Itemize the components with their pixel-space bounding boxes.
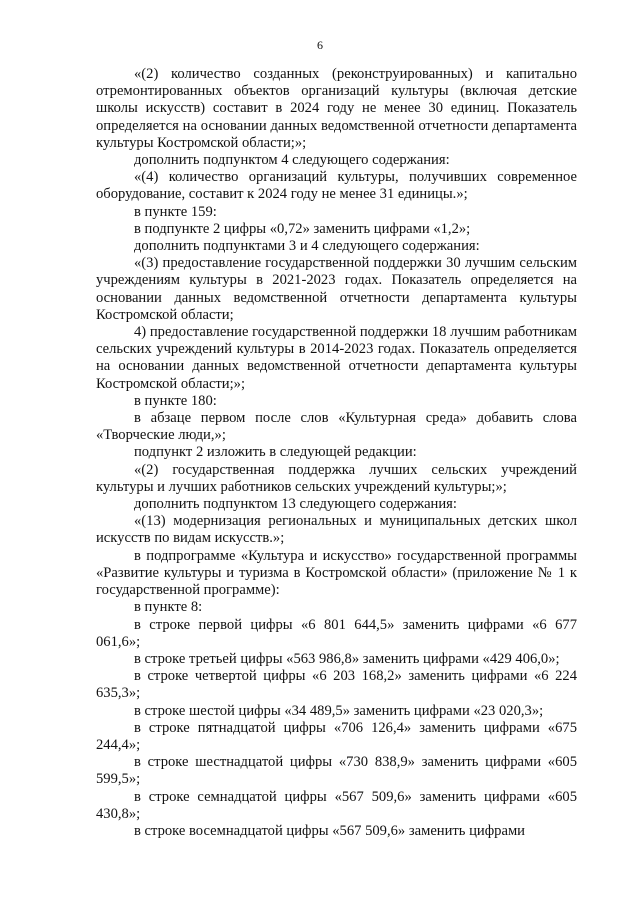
paragraph: в строке восемнадцатой цифры «567 509,6» заменить цифрами	[134, 822, 525, 839]
paragraph: в строке пятнадцатой цифры «706 126,4» заменить цифрами «675 244,4»;	[96, 719, 577, 753]
paragraph: в пункте 159:	[134, 203, 217, 220]
paragraph: подпункт 2 изложить в следующей редакции:	[134, 444, 417, 461]
paragraph: «(4) количество организаций культуры, получивших современное оборудование, составит к 2024 году не менее 31 единицы.»;	[96, 169, 577, 203]
paragraph: в пункте 8:	[134, 599, 203, 616]
document-body	[96, 66, 577, 840]
paragraph: в подпункте 2 цифры «0,72» заменить цифрами «1,2»;	[134, 220, 471, 237]
page-number: 6	[317, 38, 323, 52]
paragraph: дополнить подпунктами 3 и 4 следующего содержания:	[134, 238, 480, 255]
paragraph: «(13) модернизация региональных и муниципальных детских школ искусств по видам искусств.»;	[96, 513, 577, 547]
paragraph: в абзаце первом после слов «Культурная среда» добавить слова «Творческие люди,»;	[96, 410, 577, 444]
paragraph: в строке шестой цифры «34 489,5» заменить цифрами «23 020,3»;	[134, 702, 544, 719]
paragraph: дополнить подпунктом 4 следующего содержания:	[134, 152, 450, 169]
paragraph: в подпрограмме «Культура и искусство» государственной программы «Развитие культуры и туризма в Костромской области» (приложение № 1 к государственной программе):	[96, 547, 577, 599]
paragraph: в строке первой цифры «6 801 644,5» заменить цифрами «6 677 061,6»;	[96, 616, 577, 650]
paragraph: в строке четвертой цифры «6 203 168,2» заменить цифрами «6 224 635,3»;	[96, 668, 577, 702]
paragraph: в строке шестнадцатой цифры «730 838,9» заменить цифрами «605 599,5»;	[96, 754, 577, 788]
paragraph: «(2) количество созданных (реконструированных) и капитально отремонтированных объектов организаций культуры (включая детские школы искусств) составит в 2024 году не менее 30 единиц. Показатель определяется на основании данных ведомственной отчетности департамента культуры Костромской области;»;	[96, 66, 577, 151]
paragraph: дополнить подпунктом 13 следующего содержания:	[134, 496, 457, 513]
paragraph: «(2) государственная поддержка лучших сельских учреждений культуры и лучших работников сельских учреждений культуры;»;	[96, 461, 577, 495]
paragraph: «(3) предоставление государственной поддержки 30 лучшим сельским учреждениям культуры в 2021-2023 годах. Показатель определяется на основании данных ведомственной отчетности департамента культуры Костромской области;	[96, 255, 577, 323]
paragraph: 4) предоставление государственной поддержки 18 лучшим работникам сельских учреждений культуры в 2014-2023 годах. Показатель определяется на основании данных ведомственной отчетности департамента культуры Костромской области;»;	[96, 324, 577, 392]
paragraph: в пункте 180:	[134, 392, 217, 409]
paragraph: в строке третьей цифры «563 986,8» заменить цифрами «429 406,0»;	[134, 650, 560, 667]
paragraph: в строке семнадцатой цифры «567 509,6» заменить цифрами «605 430,8»;	[96, 788, 577, 822]
